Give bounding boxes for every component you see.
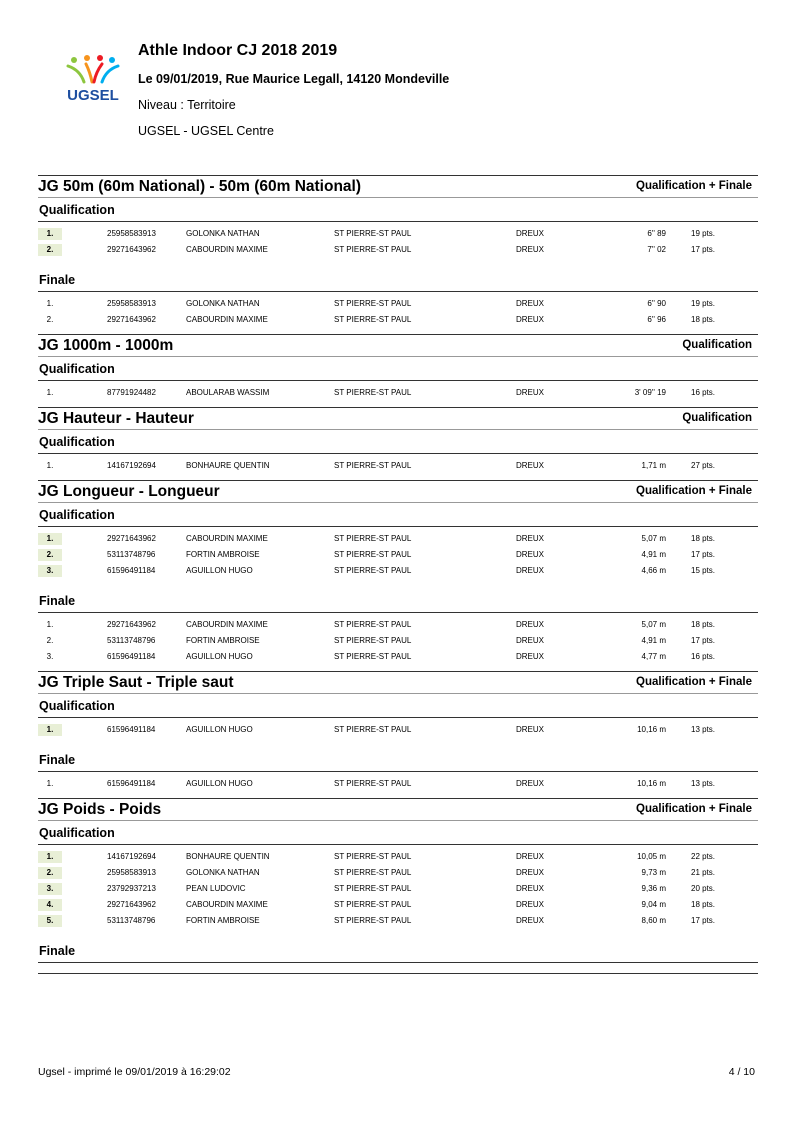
rank-cell: 2. [38, 244, 62, 256]
city-cell: DREUX [516, 388, 545, 397]
city-cell: DREUX [516, 652, 545, 661]
city-cell: DREUX [516, 852, 545, 861]
licence-cell: 25958583913 [107, 868, 156, 877]
points-cell: 17 pts. [691, 636, 716, 645]
athlete-name-cell: AGUILLON HUGO [186, 725, 253, 734]
performance-cell: 6'' 89 [647, 229, 666, 238]
licence-cell: 87791924482 [107, 388, 156, 397]
licence-cell: 61596491184 [107, 566, 156, 575]
club-cell: ST PIERRE-ST PAUL [334, 315, 412, 324]
points-cell: 19 pts. [691, 229, 716, 238]
phase-label: Qualification [39, 435, 115, 449]
athlete-name-cell: FORTIN AMBROISE [186, 550, 260, 559]
licence-cell: 53113748796 [107, 550, 156, 559]
phase-label: Finale [39, 753, 76, 767]
city-cell: DREUX [516, 566, 545, 575]
rank-cell: 2. [38, 867, 62, 879]
result-row [38, 226, 758, 242]
event-title: JG Hauteur - Hauteur [38, 410, 194, 427]
rank-cell: 1. [46, 461, 54, 470]
result-row [38, 776, 758, 792]
rank-cell: 1. [46, 388, 54, 397]
phase-header [38, 693, 758, 718]
result-row [38, 547, 758, 563]
athlete-name-cell: AGUILLON HUGO [186, 566, 253, 575]
athlete-name-cell: GOLONKA NATHAN [186, 229, 260, 238]
athlete-name-cell: GOLONKA NATHAN [186, 299, 260, 308]
result-row [38, 458, 758, 474]
points-cell: 27 pts. [691, 461, 716, 470]
club-cell: ST PIERRE-ST PAUL [334, 725, 412, 734]
licence-cell: 61596491184 [107, 779, 156, 788]
event-round-type: Qualification + Finale [636, 485, 752, 497]
phase-label: Qualification [39, 826, 115, 840]
phase-label: Finale [39, 273, 76, 287]
performance-cell: 10,05 m [637, 852, 666, 861]
points-cell: 17 pts. [691, 550, 716, 559]
rank-cell: 1. [46, 620, 54, 629]
points-cell: 17 pts. [691, 245, 716, 254]
performance-cell: 7'' 02 [647, 245, 666, 254]
athlete-name-cell: AGUILLON HUGO [186, 779, 253, 788]
event-title: JG Longueur - Longueur [38, 483, 220, 500]
phase-header [38, 589, 758, 613]
event-section [38, 798, 758, 973]
result-row [38, 649, 758, 665]
performance-cell: 9,04 m [641, 900, 666, 909]
rank-cell: 1. [38, 851, 62, 863]
rank-cell: 2. [46, 315, 54, 324]
event-section [38, 407, 758, 480]
club-cell: ST PIERRE-ST PAUL [334, 884, 412, 893]
organisation-label: UGSEL - UGSEL Centre [138, 124, 274, 138]
athlete-name-cell: CABOURDIN MAXIME [186, 315, 268, 324]
ugsel-logo [60, 52, 126, 104]
points-cell: 22 pts. [691, 852, 716, 861]
city-cell: DREUX [516, 636, 545, 645]
licence-cell: 25958583913 [107, 299, 156, 308]
city-cell: DREUX [516, 245, 545, 254]
phase-label: Finale [39, 944, 76, 958]
result-row [38, 617, 758, 633]
points-cell: 15 pts. [691, 566, 716, 575]
city-cell: DREUX [516, 315, 545, 324]
performance-cell: 10,16 m [637, 725, 666, 734]
result-row [38, 242, 758, 258]
phase-label: Finale [39, 594, 76, 608]
result-row [38, 312, 758, 328]
points-cell: 17 pts. [691, 916, 716, 925]
club-cell: ST PIERRE-ST PAUL [334, 852, 412, 861]
licence-cell: 14167192694 [107, 852, 156, 861]
rank-cell: 3. [46, 652, 54, 661]
points-cell: 13 pts. [691, 725, 716, 734]
result-row [38, 881, 758, 897]
event-title: JG 1000m - 1000m [38, 337, 174, 354]
phase-header [38, 939, 758, 963]
licence-cell: 53113748796 [107, 636, 156, 645]
event-title: JG Poids - Poids [38, 801, 162, 818]
event-date-location: Le 09/01/2019, Rue Maurice Legall, 14120 Mondeville [138, 72, 450, 86]
performance-cell: 4,91 m [641, 550, 666, 559]
page-number: 4 / 10 [728, 1066, 755, 1078]
event-header [38, 671, 758, 693]
performance-cell: 5,07 m [641, 534, 666, 543]
performance-cell: 5,07 m [641, 620, 666, 629]
result-row [38, 849, 758, 865]
phase-label: Qualification [39, 699, 115, 713]
city-cell: DREUX [516, 900, 545, 909]
performance-cell: 10,16 m [637, 779, 666, 788]
phase-header [38, 356, 758, 381]
event-section [38, 334, 758, 407]
event-title: JG Triple Saut - Triple saut [38, 674, 234, 691]
event-round-type: Qualification [682, 412, 752, 424]
level-label: Niveau : Territoire [138, 98, 236, 112]
result-row [38, 385, 758, 401]
print-timestamp: Ugsel - imprimé le 09/01/2019 à 16:29:02 [38, 1066, 231, 1078]
result-row [38, 633, 758, 649]
club-cell: ST PIERRE-ST PAUL [334, 652, 412, 661]
athlete-name-cell: CABOURDIN MAXIME [186, 534, 268, 543]
phase-label: Qualification [39, 508, 115, 522]
points-cell: 13 pts. [691, 779, 716, 788]
licence-cell: 29271643962 [107, 534, 156, 543]
licence-cell: 61596491184 [107, 652, 156, 661]
club-cell: ST PIERRE-ST PAUL [334, 299, 412, 308]
licence-cell: 14167192694 [107, 461, 156, 470]
city-cell: DREUX [516, 299, 545, 308]
rank-cell: 2. [46, 636, 54, 645]
performance-cell: 6'' 96 [647, 315, 666, 324]
event-round-type: Qualification [682, 339, 752, 351]
city-cell: DREUX [516, 916, 545, 925]
event-header [38, 175, 758, 197]
athlete-name-cell: CABOURDIN MAXIME [186, 900, 268, 909]
city-cell: DREUX [516, 725, 545, 734]
performance-cell: 1,71 m [641, 461, 666, 470]
performance-cell: 8,60 m [641, 916, 666, 925]
performance-cell: 4,66 m [641, 566, 666, 575]
points-cell: 18 pts. [691, 534, 716, 543]
phase-header [38, 748, 758, 772]
athlete-name-cell: ABOULARAB WASSIM [186, 388, 270, 397]
points-cell: 20 pts. [691, 884, 716, 893]
page-header [0, 0, 793, 150]
club-cell: ST PIERRE-ST PAUL [334, 868, 412, 877]
event-header [38, 407, 758, 429]
rank-cell: 1. [38, 228, 62, 240]
athlete-name-cell: CABOURDIN MAXIME [186, 245, 268, 254]
performance-cell: 3' 09'' 19 [634, 388, 666, 397]
athlete-name-cell: AGUILLON HUGO [186, 652, 253, 661]
city-cell: DREUX [516, 534, 545, 543]
club-cell: ST PIERRE-ST PAUL [334, 461, 412, 470]
points-cell: 16 pts. [691, 388, 716, 397]
performance-cell: 6'' 90 [647, 299, 666, 308]
phase-label: Qualification [39, 203, 115, 217]
rank-cell: 1. [46, 299, 54, 308]
city-cell: DREUX [516, 550, 545, 559]
points-cell: 18 pts. [691, 620, 716, 629]
club-cell: ST PIERRE-ST PAUL [334, 550, 412, 559]
event-section [38, 480, 758, 671]
points-cell: 16 pts. [691, 652, 716, 661]
event-round-type: Qualification + Finale [636, 180, 752, 192]
performance-cell: 4,91 m [641, 636, 666, 645]
results-content [38, 175, 758, 974]
result-row [38, 296, 758, 312]
phase-header [38, 197, 758, 222]
event-round-type: Qualification + Finale [636, 803, 752, 815]
result-row [38, 531, 758, 547]
club-cell: ST PIERRE-ST PAUL [334, 534, 412, 543]
club-cell: ST PIERRE-ST PAUL [334, 620, 412, 629]
result-row [38, 722, 758, 738]
event-title: JG 50m (60m National) - 50m (60m National) [38, 178, 362, 195]
rank-cell: 4. [38, 899, 62, 911]
phase-header [38, 268, 758, 292]
athlete-name-cell: FORTIN AMBROISE [186, 916, 260, 925]
licence-cell: 61596491184 [107, 725, 156, 734]
athlete-name-cell: CABOURDIN MAXIME [186, 620, 268, 629]
licence-cell: 25958583913 [107, 229, 156, 238]
result-row [38, 563, 758, 579]
club-cell: ST PIERRE-ST PAUL [334, 245, 412, 254]
points-cell: 21 pts. [691, 868, 716, 877]
city-cell: DREUX [516, 620, 545, 629]
event-round-type: Qualification + Finale [636, 676, 752, 688]
licence-cell: 29271643962 [107, 315, 156, 324]
points-cell: 18 pts. [691, 900, 716, 909]
event-header [38, 334, 758, 356]
rank-cell: 2. [38, 549, 62, 561]
city-cell: DREUX [516, 868, 545, 877]
performance-cell: 9,36 m [641, 884, 666, 893]
rank-cell: 1. [38, 724, 62, 736]
performance-cell: 9,73 m [641, 868, 666, 877]
city-cell: DREUX [516, 461, 545, 470]
licence-cell: 23792937213 [107, 884, 156, 893]
licence-cell: 29271643962 [107, 620, 156, 629]
athlete-name-cell: BONHAURE QUENTIN [186, 852, 270, 861]
phase-header [38, 820, 758, 845]
performance-cell: 4,77 m [641, 652, 666, 661]
phase-label: Qualification [39, 362, 115, 376]
athlete-name-cell: PEAN LUDOVIC [186, 884, 246, 893]
event-header [38, 480, 758, 502]
rank-cell: 1. [38, 533, 62, 545]
licence-cell: 53113748796 [107, 916, 156, 925]
club-cell: ST PIERRE-ST PAUL [334, 779, 412, 788]
licence-cell: 29271643962 [107, 245, 156, 254]
club-cell: ST PIERRE-ST PAUL [334, 636, 412, 645]
rank-cell: 5. [38, 915, 62, 927]
club-cell: ST PIERRE-ST PAUL [334, 916, 412, 925]
page-title: Athle Indoor CJ 2018 2019 [138, 42, 338, 59]
city-cell: DREUX [516, 779, 545, 788]
result-row [38, 865, 758, 881]
athlete-name-cell: FORTIN AMBROISE [186, 636, 260, 645]
club-cell: ST PIERRE-ST PAUL [334, 229, 412, 238]
result-row [38, 913, 758, 929]
points-cell: 19 pts. [691, 299, 716, 308]
club-cell: ST PIERRE-ST PAUL [334, 388, 412, 397]
logo-text: UGSEL [67, 87, 119, 104]
rank-cell: 1. [46, 779, 54, 788]
licence-cell: 29271643962 [107, 900, 156, 909]
athlete-name-cell: GOLONKA NATHAN [186, 868, 260, 877]
event-section [38, 671, 758, 798]
event-section [38, 175, 758, 334]
phase-header [38, 502, 758, 527]
athlete-name-cell: BONHAURE QUENTIN [186, 461, 270, 470]
city-cell: DREUX [516, 884, 545, 893]
rank-cell: 3. [38, 883, 62, 895]
phase-header [38, 429, 758, 454]
rank-cell: 3. [38, 565, 62, 577]
event-header [38, 798, 758, 820]
club-cell: ST PIERRE-ST PAUL [334, 566, 412, 575]
club-cell: ST PIERRE-ST PAUL [334, 900, 412, 909]
end-rule [38, 973, 758, 974]
city-cell: DREUX [516, 229, 545, 238]
result-row [38, 897, 758, 913]
points-cell: 18 pts. [691, 315, 716, 324]
